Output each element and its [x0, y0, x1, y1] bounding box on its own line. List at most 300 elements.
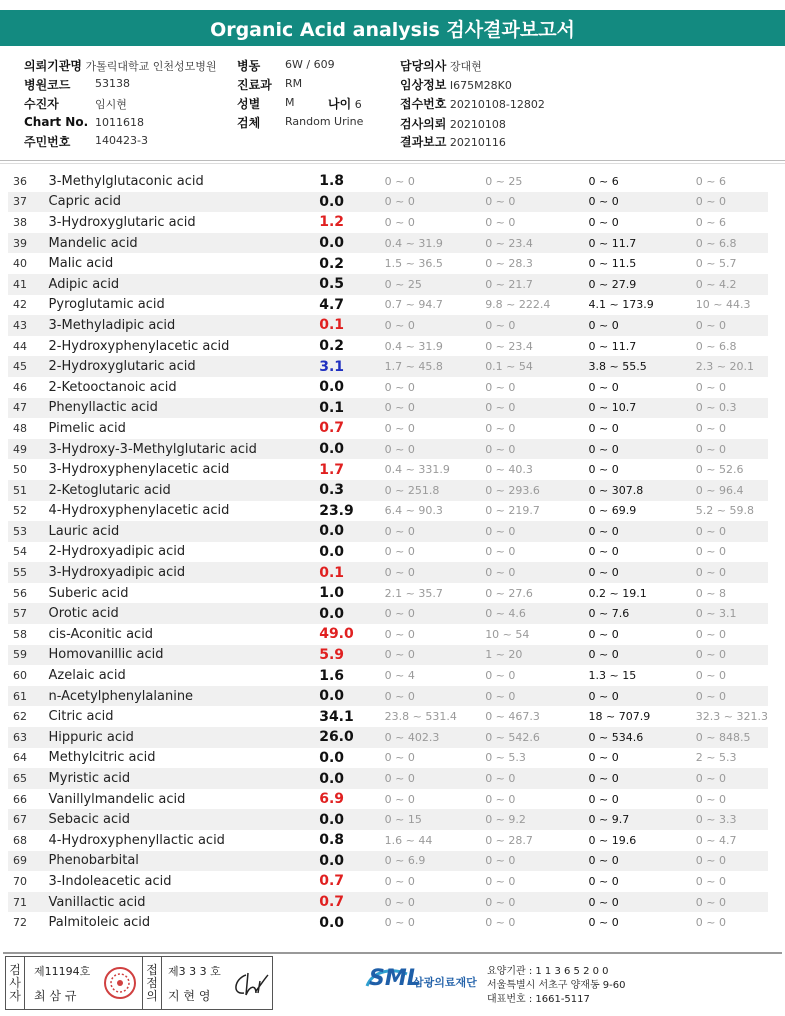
- result-value: 0.0: [319, 521, 378, 542]
- hospital-code-label: 병원코드: [24, 78, 71, 92]
- result-value: 34.1: [319, 708, 354, 725]
- reference-range-4: 0 ~ 3.3: [690, 809, 768, 830]
- reference-range-2: 0 ~ 25: [485, 174, 523, 188]
- table-row: [8, 830, 768, 851]
- row-number: 67: [8, 809, 49, 830]
- reference-range-2: 0 ~ 0: [485, 421, 516, 435]
- result-value: 1.7: [319, 461, 345, 478]
- reference-range-3: 0 ~ 0: [583, 768, 690, 789]
- result-value: 4.7: [319, 296, 345, 313]
- reference-range-1: 0 ~ 0: [379, 192, 480, 213]
- reference-range-1: 0 ~ 0: [379, 892, 480, 913]
- table-row: [8, 645, 768, 666]
- age-row: 나이 6: [328, 97, 362, 111]
- reference-range-1: 0 ~ 0: [379, 686, 480, 707]
- reference-range-1: 0 ~ 4: [384, 669, 415, 683]
- ward-value: 6W / 609: [285, 58, 335, 71]
- row-number: 53: [8, 521, 49, 542]
- reference-range-3: 0 ~ 0: [583, 315, 690, 336]
- result-value: 0.1: [319, 562, 378, 583]
- reference-range-1: 0 ~ 0: [384, 380, 415, 394]
- analyte-name: Azelaic acid: [48, 668, 126, 684]
- report-date-row: 결과보고 20210116: [400, 135, 506, 149]
- reference-range-4: 0 ~ 0: [695, 627, 727, 641]
- result-value: 0.1: [319, 398, 378, 419]
- row-number: 68: [13, 833, 27, 847]
- specimen-value: Random Urine: [285, 115, 364, 128]
- row-number: 40: [13, 257, 27, 271]
- analyte-name: 2-Hydroxyglutaric acid: [49, 356, 320, 377]
- row-number: 44: [13, 339, 27, 353]
- reference-range-1: 0 ~ 25: [379, 274, 480, 295]
- ward-label: 병동: [237, 59, 261, 73]
- table-row: [8, 233, 768, 254]
- reference-range-2: 0 ~ 219.7: [485, 504, 540, 518]
- result-value: 1.8: [319, 173, 345, 190]
- reference-range-3: 0 ~ 0: [588, 545, 619, 559]
- analyte-name: cis-Aconitic acid: [48, 626, 154, 642]
- reference-range-3: 3.8 ~ 55.5: [583, 356, 690, 377]
- reference-range-4: 0 ~ 0: [695, 916, 727, 930]
- reference-range-3: 0 ~ 0: [583, 686, 690, 707]
- reference-range-2: 0 ~ 542.6: [479, 727, 582, 748]
- result-value: 0.5: [319, 274, 378, 295]
- result-value: 1.0: [319, 585, 345, 602]
- reference-range-3: 1.3 ~ 15: [588, 669, 637, 683]
- reference-range-3: 0 ~ 0: [583, 521, 690, 542]
- table-row: [8, 809, 768, 830]
- table-row: [8, 295, 768, 316]
- reference-range-1: 2.1 ~ 35.7: [384, 586, 443, 600]
- table-row: [8, 521, 768, 542]
- result-value: 0.0: [319, 192, 378, 213]
- table-row: [8, 398, 768, 419]
- analyte-name: 4-Hydroxyphenyllactic acid: [48, 832, 225, 848]
- reference-range-2: 0 ~ 0: [485, 380, 516, 394]
- reference-range-1: 0 ~ 0: [379, 439, 480, 460]
- row-number: 37: [8, 192, 49, 213]
- analyte-name: 3-Hydroxyadipic acid: [49, 562, 320, 583]
- reference-range-4: 0 ~ 4.7: [695, 833, 737, 847]
- reference-range-1: 0 ~ 15: [379, 809, 480, 830]
- reference-range-4: 0 ~ 0: [690, 686, 768, 707]
- reference-range-4: 0 ~ 3.1: [690, 603, 768, 624]
- row-number: 69: [8, 851, 49, 872]
- reference-range-2: 9.8 ~ 222.4: [485, 298, 551, 312]
- reference-range-1: 0.4 ~ 331.9: [384, 463, 450, 477]
- result-value: 5.9: [319, 645, 378, 666]
- reference-range-1: 0 ~ 0: [384, 792, 415, 806]
- reference-range-1: 0 ~ 0: [379, 398, 480, 419]
- reference-range-2: 0 ~ 9.2: [479, 809, 582, 830]
- reference-range-2: 0.1 ~ 54: [479, 356, 582, 377]
- report-title: Organic Acid analysis 검사결과보고서: [0, 10, 785, 46]
- table-row: [8, 480, 768, 501]
- reference-range-2: 0 ~ 27.6: [485, 586, 533, 600]
- row-number: 47: [8, 398, 49, 419]
- examiner-name: 최 삼 규: [34, 989, 77, 1003]
- row-number: 52: [13, 504, 27, 518]
- reference-range-4: 0 ~ 0: [690, 192, 768, 213]
- reference-range-4: 0 ~ 0: [690, 315, 768, 336]
- request-date-row: 검사의뢰 20210108: [400, 117, 506, 131]
- result-value: 0.0: [319, 379, 345, 396]
- analyte-name: Myristic acid: [49, 768, 320, 789]
- analyte-name: Hippuric acid: [49, 727, 320, 748]
- analyte-name: Methylcitric acid: [48, 750, 156, 766]
- result-value: 0.8: [319, 832, 345, 849]
- reference-range-4: 0 ~ 0: [690, 645, 768, 666]
- row-number: 42: [13, 298, 27, 312]
- table-row: [8, 748, 768, 769]
- reference-range-1: 0 ~ 0: [379, 562, 480, 583]
- reference-range-3: 0 ~ 0: [588, 627, 619, 641]
- row-number: 48: [13, 421, 27, 435]
- reference-range-1: 0 ~ 0: [379, 315, 480, 336]
- result-value: 0.3: [319, 480, 378, 501]
- hospital-code-value: 53138: [95, 77, 130, 90]
- table-row: [8, 727, 768, 748]
- table-row: [8, 665, 768, 686]
- reference-range-1: 0 ~ 0: [384, 545, 415, 559]
- physician-label: 접 점 의: [142, 957, 162, 1009]
- result-value: 0.7: [319, 892, 378, 913]
- analyte-name: Palmitoleic acid: [48, 915, 151, 931]
- reference-range-4: 0 ~ 0: [690, 851, 768, 872]
- table-row: [8, 439, 768, 460]
- row-number: 72: [13, 916, 27, 930]
- reference-range-3: 0 ~ 0: [583, 851, 690, 872]
- reference-range-2: 0 ~ 28.7: [485, 833, 533, 847]
- reference-range-4: 0 ~ 0: [695, 545, 727, 559]
- row-number: 65: [8, 768, 49, 789]
- result-value: 1.2: [319, 214, 345, 231]
- physician-name: 지 현 영: [168, 989, 211, 1003]
- row-number: 51: [8, 480, 49, 501]
- department-value: RM: [285, 77, 303, 90]
- reference-range-2: 0 ~ 0: [479, 768, 582, 789]
- table-row: [8, 377, 768, 398]
- reference-range-4: 0 ~ 848.5: [690, 727, 768, 748]
- table-row: [8, 871, 768, 892]
- row-number: 41: [8, 274, 49, 295]
- analyte-name: 3-Hydroxy-3-Methylglutaric acid: [49, 439, 320, 460]
- row-number: 58: [13, 627, 27, 641]
- reference-range-1: 0 ~ 0: [379, 521, 480, 542]
- row-number: 59: [8, 645, 49, 666]
- chart-no-value: 1011618: [95, 116, 144, 129]
- reference-range-1: 0.7 ~ 94.7: [384, 298, 443, 312]
- reference-range-4: 0 ~ 0: [695, 421, 727, 435]
- row-number: 54: [13, 545, 27, 559]
- org-line1: 요양기관 : 1 1 3 6 5 2 0 0: [487, 966, 609, 977]
- row-number: 64: [13, 751, 27, 765]
- analyte-name: 4-Hydroxyphenylacetic acid: [48, 503, 230, 519]
- row-number: 63: [8, 727, 49, 748]
- row-number: 43: [8, 315, 49, 336]
- result-value: 0.0: [319, 809, 378, 830]
- reference-range-2: 0 ~ 23.4: [479, 233, 582, 254]
- reference-range-4: 0 ~ 5.7: [695, 257, 737, 271]
- table-row: [8, 459, 768, 480]
- table-row: [8, 542, 768, 563]
- table-row: [8, 603, 768, 624]
- row-number: 36: [13, 174, 27, 188]
- row-number: 49: [8, 439, 49, 460]
- analyte-name: 3-Hydroxyphenylacetic acid: [48, 462, 230, 478]
- reference-range-4: 0 ~ 0: [695, 874, 727, 888]
- header-divider-2: [0, 163, 785, 164]
- reference-range-2: 0 ~ 0: [485, 874, 516, 888]
- reference-range-4: 0 ~ 6.8: [690, 233, 768, 254]
- collector-label: 수진자: [24, 97, 59, 111]
- row-number: 66: [13, 792, 27, 806]
- table-row: [8, 851, 768, 872]
- reference-range-3: 0.2 ~ 19.1: [588, 586, 647, 600]
- analyte-name: 2-Hydroxyphenylacetic acid: [48, 338, 230, 354]
- reference-range-4: 0 ~ 6.8: [695, 339, 737, 353]
- table-row: [8, 171, 768, 192]
- specimen-label: 검체: [237, 116, 261, 130]
- result-value: 0.7: [319, 873, 345, 890]
- reference-range-1: 0 ~ 251.8: [379, 480, 480, 501]
- id-no-value: 140423-3: [95, 134, 148, 147]
- department-label: 진료과: [237, 78, 272, 92]
- table-row: [8, 336, 768, 357]
- reference-range-2: 1 ~ 20: [479, 645, 582, 666]
- row-number: 39: [8, 233, 49, 254]
- reference-range-4: 0 ~ 0: [690, 768, 768, 789]
- result-value: 0.0: [319, 603, 378, 624]
- physician-license: 제3 3 3 호: [168, 965, 221, 978]
- analyte-name: 3-Indoleacetic acid: [48, 873, 172, 889]
- reference-range-2: 0 ~ 467.3: [485, 710, 540, 724]
- reference-range-1: 0 ~ 6.9: [379, 851, 480, 872]
- reference-range-2: 0 ~ 0: [479, 892, 582, 913]
- analyte-name: 3-Methylglutaconic acid: [48, 173, 204, 189]
- reference-range-4: 2 ~ 5.3: [695, 751, 737, 765]
- reference-range-1: 1.6 ~ 44: [384, 833, 433, 847]
- reference-range-3: 0 ~ 19.6: [588, 833, 637, 847]
- reference-range-4: 0 ~ 0: [690, 521, 768, 542]
- row-number: 46: [13, 380, 27, 394]
- reference-range-2: 0 ~ 0: [479, 398, 582, 419]
- table-row: [8, 212, 768, 233]
- examiner-license: 제11194호: [34, 965, 91, 978]
- analyte-name: Pyroglutamic acid: [48, 297, 165, 313]
- reference-range-1: 23.8 ~ 531.4: [384, 710, 457, 724]
- reference-range-2: 0 ~ 0: [479, 192, 582, 213]
- reference-range-4: 5.2 ~ 59.8: [695, 504, 754, 518]
- chart-no-label: Chart No.: [24, 115, 89, 129]
- analyte-name: 3-Methyladipic acid: [49, 315, 320, 336]
- reference-range-3: 0 ~ 11.5: [588, 257, 637, 271]
- table-row: [8, 501, 768, 522]
- reference-range-3: 0 ~ 307.8: [583, 480, 690, 501]
- reference-range-3: 0 ~ 0: [583, 892, 690, 913]
- reference-range-1: 0 ~ 0: [379, 645, 480, 666]
- header-divider: [0, 160, 785, 161]
- reference-range-2: 0 ~ 0: [479, 562, 582, 583]
- table-row: [8, 192, 768, 213]
- row-number: 45: [8, 356, 49, 377]
- reference-range-1: 0 ~ 0: [384, 421, 415, 435]
- reference-range-2: 0 ~ 293.6: [479, 480, 582, 501]
- reference-range-1: 0 ~ 0: [379, 603, 480, 624]
- reference-range-1: 0 ~ 0: [379, 768, 480, 789]
- reference-range-3: 0 ~ 11.7: [583, 233, 690, 254]
- row-number: 55: [8, 562, 49, 583]
- reference-range-4: 32.3 ~ 321.3: [695, 710, 768, 724]
- reference-range-4: 0 ~ 8: [695, 586, 727, 600]
- reference-range-1: 0 ~ 0: [384, 874, 415, 888]
- reference-range-2: 0 ~ 0: [479, 521, 582, 542]
- reference-range-3: 0 ~ 0: [588, 215, 619, 229]
- table-row: [8, 706, 768, 727]
- reference-range-3: 0 ~ 534.6: [583, 727, 690, 748]
- row-number: 38: [13, 215, 27, 229]
- reference-range-3: 0 ~ 27.9: [583, 274, 690, 295]
- reference-range-1: 0 ~ 0: [384, 627, 415, 641]
- result-value: 0.0: [319, 439, 378, 460]
- reference-range-2: 10 ~ 54: [485, 627, 530, 641]
- analyte-name: Vanillactic acid: [49, 892, 320, 913]
- reference-range-4: 0 ~ 0: [695, 792, 727, 806]
- result-value: 0.0: [319, 749, 345, 766]
- clinical-row: 임상정보 I675M28K0: [400, 78, 512, 92]
- table-row: [8, 686, 768, 707]
- table-row: [8, 356, 768, 377]
- reference-range-4: 0 ~ 4.2: [690, 274, 768, 295]
- reference-range-4: 0 ~ 0: [690, 562, 768, 583]
- result-value: 1.6: [319, 667, 345, 684]
- reference-range-1: 1.7 ~ 45.8: [379, 356, 480, 377]
- reference-range-1: 0 ~ 0: [384, 174, 415, 188]
- reference-range-2: 0 ~ 0: [485, 792, 516, 806]
- seal-icon: [102, 963, 138, 1003]
- result-value: 0.0: [319, 851, 378, 872]
- row-number: 71: [8, 892, 49, 913]
- analyte-name: Adipic acid: [49, 274, 320, 295]
- reference-range-3: 0 ~ 0: [588, 751, 619, 765]
- reference-range-4: 0 ~ 0: [690, 892, 768, 913]
- reference-range-3: 0 ~ 69.9: [588, 504, 637, 518]
- result-value: 0.2: [319, 338, 345, 355]
- signature-box: [5, 956, 273, 1010]
- reference-range-2: 0 ~ 0: [485, 916, 516, 930]
- analyte-name: Mandelic acid: [49, 233, 320, 254]
- table-row: [8, 768, 768, 789]
- reference-range-4: 2.3 ~ 20.1: [690, 356, 768, 377]
- org-name: 삼광의료재단: [413, 976, 477, 989]
- reference-range-3: 0 ~ 0: [583, 645, 690, 666]
- result-value: 0.1: [319, 315, 378, 336]
- result-value: 0.2: [319, 255, 345, 272]
- analyte-name: Phenobarbital: [49, 851, 320, 872]
- reference-range-1: 0 ~ 402.3: [379, 727, 480, 748]
- reference-range-3: 0 ~ 7.6: [583, 603, 690, 624]
- doctor-row: 담당의사 장대현: [400, 59, 482, 73]
- reference-range-1: 6.4 ~ 90.3: [384, 504, 443, 518]
- analyte-name: Capric acid: [49, 192, 320, 213]
- reference-range-3: 0 ~ 0: [588, 916, 619, 930]
- reference-range-2: 0 ~ 40.3: [485, 463, 533, 477]
- reference-range-2: 0 ~ 0: [479, 851, 582, 872]
- reference-range-2: 0 ~ 0: [485, 215, 516, 229]
- reference-range-3: 0 ~ 0: [588, 874, 619, 888]
- reference-range-3: 0 ~ 10.7: [583, 398, 690, 419]
- table-row: [8, 253, 768, 274]
- row-number: 70: [13, 874, 27, 888]
- reference-range-2: 0 ~ 0: [485, 545, 516, 559]
- reference-range-3: 0 ~ 0: [588, 421, 619, 435]
- sex-label: 성별: [237, 97, 261, 111]
- row-number: 56: [13, 586, 27, 600]
- sex-value: M: [285, 96, 295, 109]
- reference-range-4: 0 ~ 6: [695, 174, 727, 188]
- analyte-name: 2-Ketoglutaric acid: [49, 480, 320, 501]
- analyte-name: Suberic acid: [48, 585, 129, 601]
- analyte-name: Sebacic acid: [49, 809, 320, 830]
- result-value: 0.0: [319, 233, 378, 254]
- reference-range-4: 0 ~ 52.6: [695, 463, 744, 477]
- table-row: [8, 315, 768, 336]
- org-line3: 대표번호 : 1661-5117: [487, 994, 590, 1005]
- result-value: 49.0: [319, 626, 354, 643]
- reference-range-2: 0 ~ 0: [479, 315, 582, 336]
- reference-range-3: 4.1 ~ 173.9: [588, 298, 654, 312]
- reference-range-4: 0 ~ 0: [695, 380, 727, 394]
- result-value: 0.0: [319, 768, 378, 789]
- sml-logo-text: SML: [369, 966, 421, 991]
- reference-range-2: 0 ~ 21.7: [479, 274, 582, 295]
- reference-range-2: 0 ~ 0: [479, 439, 582, 460]
- analyte-name: Citric acid: [48, 709, 114, 725]
- row-number: 60: [13, 669, 27, 683]
- row-number: 57: [8, 603, 49, 624]
- analyte-name: Vanillylmandelic acid: [48, 791, 186, 807]
- id-no-label: 주민번호: [24, 135, 71, 149]
- row-number: 62: [13, 710, 27, 724]
- table-row: [8, 583, 768, 604]
- row-number: 61: [8, 686, 49, 707]
- analyte-name: 2-Ketooctanoic acid: [48, 379, 177, 395]
- reference-range-2: 0 ~ 23.4: [485, 339, 533, 353]
- table-row: [8, 624, 768, 645]
- table-row: [8, 562, 768, 583]
- reference-range-2: 0 ~ 5.3: [485, 751, 526, 765]
- reference-range-3: 0 ~ 0: [583, 192, 690, 213]
- reference-range-3: 18 ~ 707.9: [588, 710, 651, 724]
- analyte-name: Pimelic acid: [48, 420, 126, 436]
- reference-range-3: 0 ~ 0: [588, 380, 619, 394]
- result-value: 0.0: [319, 543, 345, 560]
- table-row: [8, 418, 768, 439]
- collector-value: 임시현: [95, 98, 127, 111]
- reference-range-1: 0.4 ~ 31.9: [384, 339, 443, 353]
- result-value: 3.1: [319, 356, 378, 377]
- reference-range-2: 0 ~ 28.3: [485, 257, 533, 271]
- reference-range-1: 1.5 ~ 36.5: [384, 257, 443, 271]
- reference-range-3: 0 ~ 0: [583, 439, 690, 460]
- row-number: 50: [13, 463, 27, 477]
- reference-range-3: 0 ~ 0: [588, 792, 619, 806]
- analyte-name: Lauric acid: [49, 521, 320, 542]
- analyte-name: Malic acid: [48, 256, 114, 272]
- reference-range-3: 0 ~ 0: [583, 562, 690, 583]
- reference-range-4: 10 ~ 44.3: [695, 298, 751, 312]
- result-value: 6.9: [319, 791, 345, 808]
